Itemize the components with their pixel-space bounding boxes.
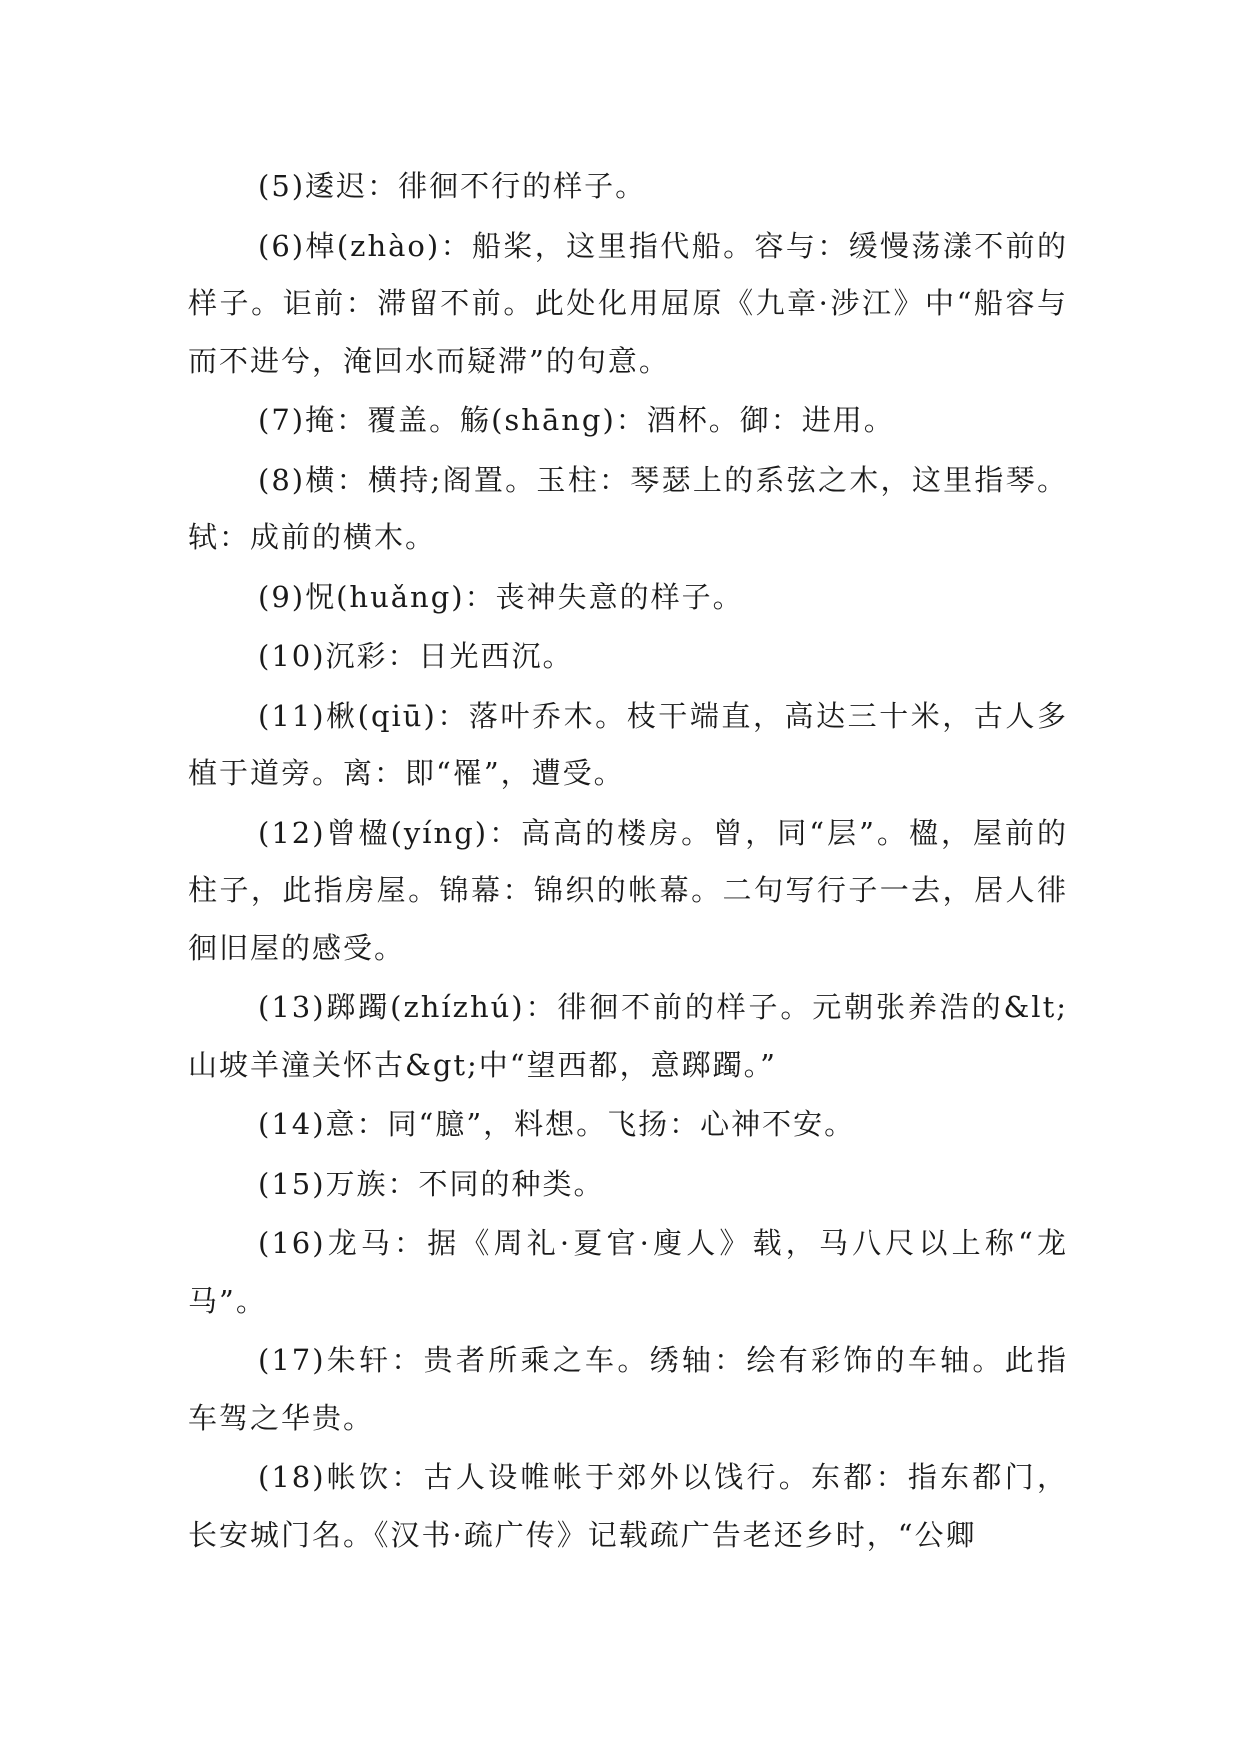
annotation-18: (18)帐饮：古人设帷帐于郊外以饯行。东都：指东都门，长安城门名。《汉书·疏广传》记载疏广告老还乡时，“公卿 — [188, 1460, 1068, 1552]
annotation-16: (16)龙马：据《周礼·夏官·廋人》载，马八尺以上称“龙马”。 — [188, 1226, 1068, 1318]
annotation-14: (14)意：同“臆”，料想。飞扬：心神不安。 — [258, 1107, 856, 1141]
annotation-8: (8)横：横持;阁置。玉柱：琴瑟上的系弦之木，这里指琴。轼：成前的横木。 — [188, 462, 1068, 554]
annotation-10: (10)沉彩：日光西沉。 — [258, 639, 574, 673]
annotation-11: (11)楸(qiū)：落叶乔木。枝干端直，高达三十米，古人多植于道旁。离：即“罹”，遭受。 — [188, 698, 1068, 790]
annotation-5: (5)逶迟：徘徊不行的样子。 — [258, 169, 647, 203]
annotation-12: (12)曾楹(yíng)：高高的楼房。曾，同“层”。楹，屋前的柱子，此指房屋。锦幕：锦织的帐幕。二句写行子一去，居人徘徊旧屋的感受。 — [188, 815, 1068, 965]
annotation-15: (15)万族：不同的种类。 — [258, 1166, 605, 1201]
annotation-17: (17)朱轩：贵者所乘之车。绣轴：绘有彩饰的车轴。此指车驾之华贵。 — [188, 1343, 1068, 1435]
annotation-9: (9)怳(huǎng)：丧神失意的样子。 — [258, 579, 744, 614]
annotation-7: (7)掩：覆盖。觞(shāng)：酒杯。御：进用。 — [258, 403, 895, 437]
annotation-13: (13)踯躅(zhízhú)：徘徊不前的样子。元朝张养浩的&lt;山坡羊潼关怀古&gt;中“望西都，意踯躅。” — [188, 990, 1068, 1082]
annotation-6: (6)棹(zhào)：船桨，这里指代船。容与：缓慢荡漾不前的样子。讵前：滞留不前。此处化用屈原《九章·涉江》中“船容与而不进兮，淹回水而疑滞”的句意。 — [188, 228, 1068, 378]
annotation-list — [188, 158, 1068, 1566]
